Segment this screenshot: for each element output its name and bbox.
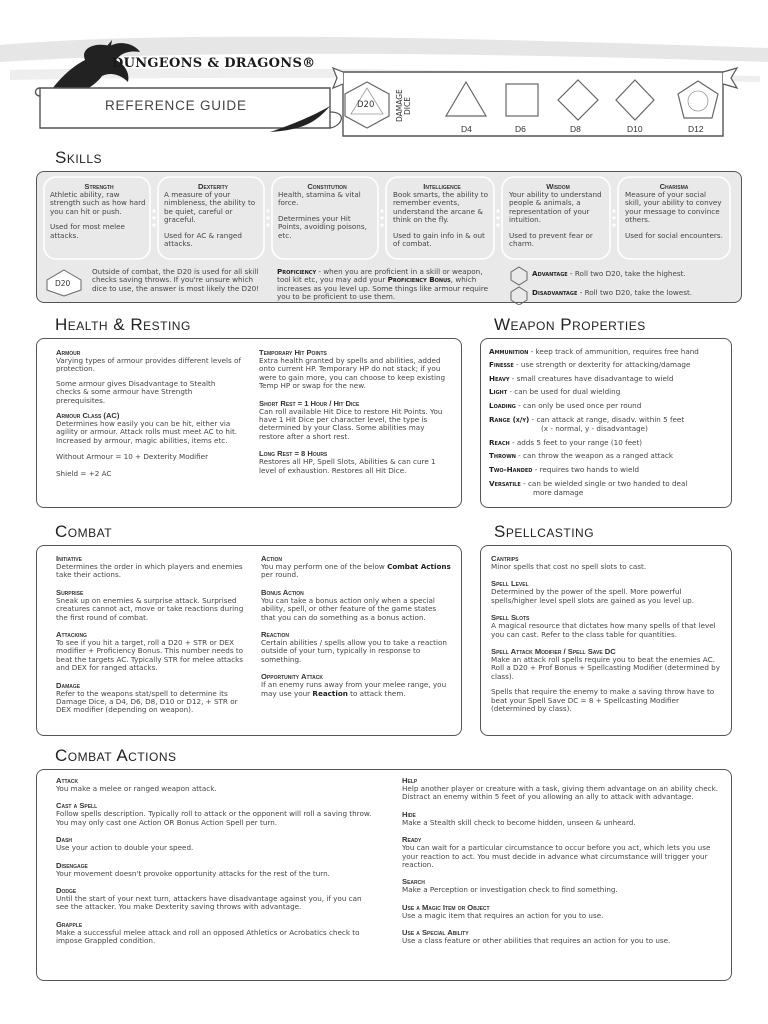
shield-text: Shield = +2 AC	[56, 468, 112, 478]
spell-modifier-text-1: Make an attack roll spells require you to beat the enemies AC. Roll a D20 + Prof Bonus + Spellcasting Modifier (determined by class).	[491, 655, 721, 681]
weapon-prop-versatile: Versatile - can be wielded single or two handed to deal	[489, 479, 688, 489]
armour-text-1: Varying types of armour provides different levels of protection.	[56, 356, 241, 374]
spellcasting-heading: Spellcasting	[494, 522, 595, 541]
d4-label: D4	[461, 124, 472, 134]
temp-hp-heading: Temporary Hit Points	[259, 348, 327, 357]
d6-label: D6	[515, 124, 526, 134]
brand-logo: DUNGEONS & DRAGONS®	[112, 56, 316, 71]
skill-name: Constitution	[307, 182, 347, 191]
skill-use: Used for social encounters.	[625, 230, 723, 240]
skill-use: Used for AC & ranged attacks.	[164, 230, 242, 249]
proficiency-name: Proficiency	[277, 267, 317, 276]
action-cast-spell-heading: Cast a Spell	[56, 801, 98, 811]
cantrips-text: Minor spells that cost no spell slots to cast.	[491, 562, 647, 571]
skill-desc: Measure of your social skill, your ability to convey your message to convince others.	[625, 190, 722, 225]
skill-desc: Your ability to understand people & animals, a representation of your intuition.	[509, 190, 602, 225]
action-help-heading: Help	[402, 776, 418, 785]
spell-modifier-heading: Spell Attack Modifier / Spell Save DC	[491, 647, 616, 657]
spell-slots-text: A magical resource that dictates how many spells of that level you can cast. Refer to the class table for quantities.	[491, 621, 716, 639]
surprise-text: Sneak up on enemies & surprise attack. Surprised creatures cannot act, move or take reactions during the first round of combat.	[56, 595, 244, 622]
skill-name: Wisdom	[546, 182, 570, 191]
combat-actions-heading: Combat Actions	[55, 746, 177, 765]
spell-level-text: Determined by the power of the spell. More powerful spells/higher level spell slots are gained as you level up.	[491, 587, 694, 605]
action-dodge-text: Until the start of your next turn, attackers have disadvantage against you, if you can see the attacker. You make Dexterity saving throws with advantage.	[56, 894, 362, 912]
damage-heading: Damage	[56, 680, 81, 690]
ac-text: Determines how easily you can be hit, either via agility or armour. Attack rolls must meet AC to hit. Increased by armour, magic abilities, items etc.	[56, 419, 238, 445]
armour-text-2: Some armour gives Disadvantage to Stealth checks & some armour have Strength prerequisites.	[56, 378, 216, 405]
opportunity-attack-heading: Opportunity Attack	[261, 672, 324, 682]
action-ready-heading: Ready	[402, 835, 422, 845]
skill-desc: Athletic ability, raw strength such as how hard you can hit or push.	[50, 190, 146, 216]
attacking-heading: Attacking	[56, 630, 87, 640]
action-hide-text: Make a Stealth skill check to become hidden, unseen & unheard.	[402, 817, 636, 827]
weapon-prop-finesse: Finesse - use strength or dexterity for attacking/damage	[489, 360, 691, 370]
weapon-prop-loading: Loading - can only be used once per round	[489, 400, 642, 410]
skill-use: Used to prevent fear or charm.	[509, 230, 593, 249]
action-grapple-text: Make a successful melee attack and roll an opposed Athletics or Acrobatics check to impose Grappled condition.	[56, 927, 360, 946]
d10-label: D10	[627, 124, 643, 134]
advantage-text: - Roll two D20, take the highest.	[567, 269, 686, 278]
d4-icon	[446, 82, 486, 116]
weapon-prop-range-sub: (x - normal, y - disadvantage)	[541, 424, 648, 434]
action-magic-item-heading: Use a Magic Item or Object	[402, 902, 490, 912]
combat-left-column	[56, 550, 244, 715]
action-hide-heading: Hide	[402, 809, 416, 819]
action-help-text: Help another player or creature with a task, giving them advantage on an ability check. Distract an enemy within 5 feet of you allowing an ally to attack with advantage.	[402, 784, 719, 802]
d20-label: D20	[357, 100, 375, 110]
long-rest-heading: Long Rest = 8 Hours	[259, 449, 328, 459]
skill-name: Charisma	[659, 182, 689, 191]
combat-right-column	[261, 550, 451, 698]
weapon-prop-heavy: Heavy - small creatures have disadvantage to wield	[489, 373, 674, 383]
reaction-heading: Reaction	[261, 630, 289, 640]
action-cast-spell-text: Follow spells description. Typically roll to attack or the opponent will roll a saving throw. You may only cast one Action OR Bonus Action Spell per turn.	[56, 809, 372, 827]
initiative-heading: Initiative	[56, 554, 82, 563]
temp-hp-text: Extra health granted by spells and abilities, added onto current HP. Temporary HP do not stack; if you were to gain more, you can choose to keep existing Temp HP or swap for the new.	[259, 356, 446, 391]
d10-icon	[616, 80, 654, 120]
proficiency-bonus: Proficiency Bonus	[387, 275, 451, 285]
weapon-prop-range: Range (x/y) - can attack at range, disadv. within 5 feet	[489, 415, 685, 425]
bonus-action-heading: Bonus Action	[261, 587, 304, 597]
health-heading: Health & Resting	[55, 315, 191, 334]
action-magic-item-text: Use a magic item that requires an action for you to use.	[402, 910, 604, 920]
spell-level-heading: Spell Level	[491, 579, 529, 589]
spellcasting-column	[491, 550, 723, 713]
d12-label: D12	[688, 124, 704, 134]
skill-use: Used to gain info in & out of combat.	[393, 230, 485, 249]
short-rest-heading: Short Rest = 1 Hour / Hit Dice	[259, 398, 360, 408]
opportunity-attack-text: If an enemy runs away from your melee range, you may use your Reaction to attack them.	[261, 680, 447, 698]
advantage-d20-icon	[511, 267, 527, 285]
action-search-heading: Search	[402, 877, 425, 887]
health-left-column	[56, 344, 242, 478]
reference-guide-title: REFERENCE GUIDE	[105, 98, 247, 113]
ac-heading: Armour Class (AC)	[56, 411, 120, 421]
spell-slots-heading: Spell Slots	[491, 613, 530, 623]
short-rest-text: Can roll available Hit Dice to restore Hit Points. You have 1 Hit Dice per character level, the type is determined by your Class. Some abilities may restore after a short rest.	[259, 406, 443, 441]
advantage-note	[532, 270, 686, 278]
action-disengage-heading: Disengage	[56, 860, 88, 870]
advantage-name: Advantage	[532, 269, 568, 278]
action-attack-heading: Attack	[56, 776, 79, 785]
skills-heading: Skills	[55, 148, 103, 167]
weapon-prop-reach: Reach - adds 5 feet to your range (10 feet)	[489, 438, 643, 448]
d8-label: D8	[570, 124, 581, 134]
ac-formula: Without Armour = 10 + Dexterity Modifier	[56, 452, 209, 462]
proficiency-note	[277, 268, 497, 302]
proficiency-text-2: , which increases as you level up. Some things like armour require you to be proficient to use them.	[277, 275, 489, 302]
d12-icon	[678, 81, 718, 118]
disadvantage-name: Disadvantage	[532, 288, 578, 297]
weapon-heading: Weapon Properties	[494, 315, 646, 334]
action-dash-text: Use your action to double your speed.	[56, 843, 194, 853]
header	[0, 0, 768, 140]
weapon-prop-two-handed: Two-Handed - requires two hands to wield	[489, 464, 640, 474]
action-dash-heading: Dash	[56, 835, 73, 845]
initiative-text: Determines the order in which players and enemies take their actions.	[56, 562, 243, 580]
bonus-action-text: You can take a bonus action only when a special ability, spell, or other feature of the game states that you can do something as a bonus action.	[261, 595, 437, 622]
reaction-text: Certain abilities / spells allow you to take a reaction outside of your turn, typically in response to something.	[261, 638, 447, 664]
d8-icon	[558, 80, 598, 120]
combat-actions-left-column	[56, 772, 374, 946]
health-right-column	[259, 344, 451, 475]
skill-name: Dexterity	[198, 182, 228, 191]
spell-modifier-text-2: Spells that require the enemy to make a saving throw have to beat your Spell Save DC = 8 + Spellcasting Modifier (determined by class).	[491, 687, 715, 714]
skill-desc: A measure of your nimbleness, the ability to be quiet, careful or graceful.	[164, 190, 256, 225]
combat-heading: Combat	[55, 522, 113, 541]
action-heading: Action	[261, 554, 283, 563]
armour-heading: Armour	[56, 348, 81, 357]
action-dodge-heading: Dodge	[56, 886, 77, 896]
disadvantage-d20-icon	[511, 287, 527, 305]
skill-use: Used for most melee attacks.	[50, 222, 125, 240]
action-special-ability-text: Use a class feature or other abilities that requires an action for you to use.	[402, 936, 671, 946]
action-attack-text: You make a melee or ranged weapon attack.	[56, 784, 217, 793]
skill-use: Determines your Hit Points, avoiding poisons, etc.	[278, 213, 367, 240]
combat-actions-right-column	[402, 772, 720, 946]
damage-dice-label: DAMAGE DICE	[395, 89, 412, 123]
skill-desc: Book smarts, the ability to remember events, understand the arcane & think on the fly.	[393, 190, 489, 225]
action-search-text: Make a Perception or investigation check to find something.	[402, 885, 618, 895]
d20-badge-label: D20	[55, 279, 71, 288]
attacking-text: To see if you hit a target, roll a D20 + STR or DEX modifier + Proficiency Bonus. This number needs to beat the targets AC. Typically STR for melee attacks and DEX for ranged attacks.	[56, 638, 244, 673]
weapon-prop-thrown: Thrown - can throw the weapon as a ranged attack	[489, 451, 673, 461]
d6-icon	[506, 84, 538, 116]
weapon-prop-light: Light - can be used for dual wielding	[489, 387, 621, 397]
skill-name: Intelligence	[423, 182, 461, 191]
weapon-prop-versatile-sub: more damage	[533, 488, 584, 498]
disadvantage-note	[532, 289, 692, 297]
d20-skill-note: Outside of combat, the D20 is used for all skill checks saving throws. If you're unsure which dice to use, the answer is most likely the D20!	[92, 267, 260, 293]
action-text: You may perform one of the below Combat Actions per round.	[261, 562, 451, 580]
action-disengage-text: Your movement doesn't provoke opportunity attacks for the rest of the turn.	[56, 868, 330, 878]
weapon-list	[489, 345, 729, 497]
long-rest-text: Restores all HP, Spell Slots, Abilities & can cure 1 level of exhaustion. Restores all Hit Dice.	[259, 457, 436, 475]
surprise-heading: Surprise	[56, 587, 84, 597]
damage-text: Refer to the weapons stat/spell to determine its Damage Dice, a D4, D6, D8, D10 or D12, + STR or DEX modifier (depending on weapon).	[56, 688, 238, 715]
proficiency-text: - when you are proficient in a skill or weapon, tool kit etc, you may add your	[277, 267, 483, 285]
weapon-prop-ammunition: Ammunition - keep track of ammunition, requires free hand	[489, 347, 699, 356]
skill-desc: Health, stamina & vital force.	[278, 190, 361, 208]
action-grapple-heading: Grapple	[56, 919, 83, 929]
action-ready-text: You can wait for a particular circumstance to occur before you act, which lets you use your reaction to act. You must decide in advance what circumstance will trigger your reaction.	[402, 843, 711, 870]
cantrips-heading: Cantrips	[491, 554, 519, 563]
advantage-icons	[508, 265, 530, 305]
disadvantage-text: - Roll two D20, take the lowest.	[577, 288, 693, 297]
action-special-ability-heading: Use a Special Ability	[402, 928, 469, 938]
skill-name: Strength	[84, 182, 114, 191]
dice-shapes	[440, 78, 740, 126]
